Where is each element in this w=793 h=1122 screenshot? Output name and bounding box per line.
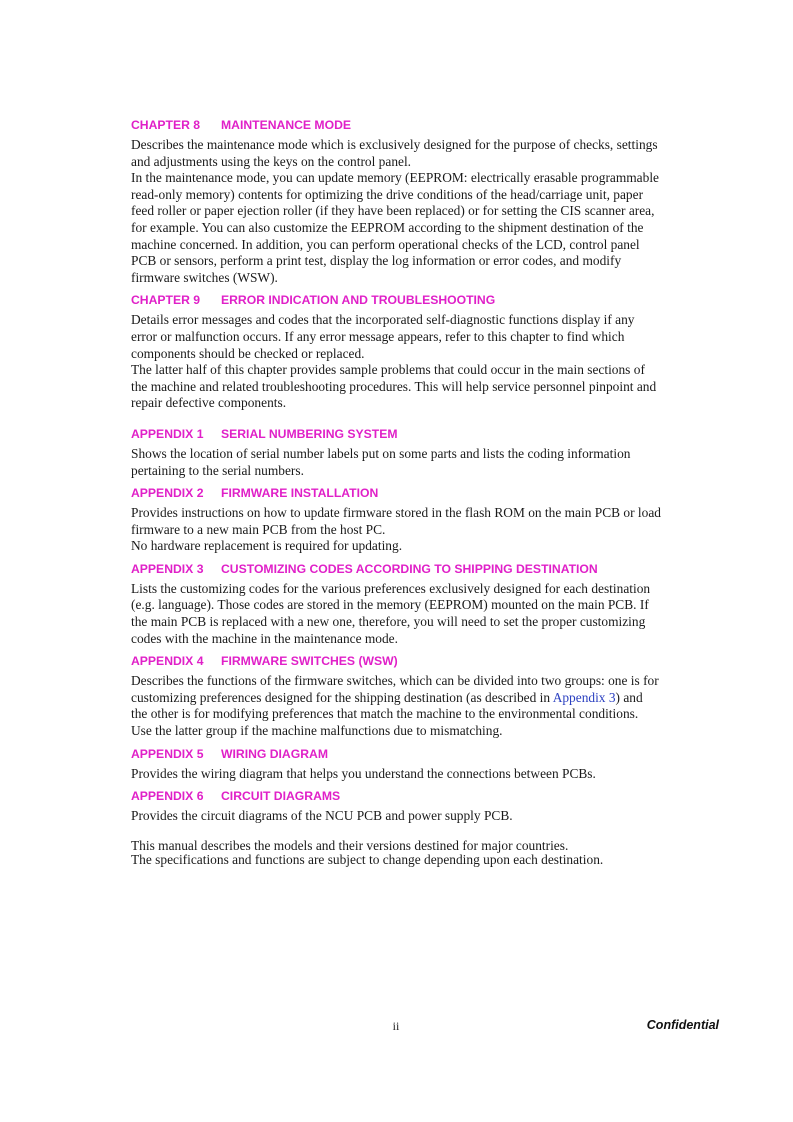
section-number: CHAPTER 8 xyxy=(131,118,201,132)
section-number: APPENDIX 5 xyxy=(131,746,204,761)
text-line: In the maintenance mode, you can update memory (EEPROM: electrically erasable programmable xyxy=(131,170,659,186)
section-title: SERIAL NUMBERING SYSTEM xyxy=(221,426,398,441)
text-line: This manual describes the models and their versions destined for major countries. xyxy=(131,837,569,853)
text-line: Provides the circuit diagrams of the NCU PCB and power supply PCB. xyxy=(131,808,513,824)
text-line: Lists the customizing codes for the various preferences exclusively designed for each destination xyxy=(131,580,651,596)
section-heading xyxy=(131,561,731,577)
section-number: APPENDIX 4 xyxy=(131,654,204,669)
section-number: APPENDIX 1 xyxy=(131,426,204,441)
text-line: firmware to a new main PCB from the host PC. xyxy=(131,521,386,537)
text-line: Shows the location of serial number labels put on some parts and lists the coding information xyxy=(131,445,631,461)
text-line: The latter half of this chapter provides sample problems that could occur in the main sections of xyxy=(131,362,645,378)
text-line: the main PCB is replaced with a new one, therefore, you will need to set the proper customizing xyxy=(131,614,646,630)
link-line-after: ) and xyxy=(615,689,643,705)
section-chapter-8 xyxy=(131,117,731,286)
text-line: The specifications and functions are subject to change depending upon each destination. xyxy=(131,852,604,868)
text-line: PCB or sensors, perform a print test, display the log information or error codes, and modify xyxy=(131,253,622,269)
section-number: APPENDIX 6 xyxy=(131,789,204,804)
section-title: CIRCUIT DIAGRAMS xyxy=(221,789,341,804)
section-description xyxy=(131,581,731,647)
text-line: Describes the maintenance mode which is exclusively designed for the purpose of checks, settings xyxy=(131,137,658,152)
page-content xyxy=(131,117,731,868)
section-number: APPENDIX 3 xyxy=(131,561,204,576)
text-line: Provides the wiring diagram that helps you understand the connections between PCBs. xyxy=(131,765,596,781)
section-chapter-9 xyxy=(131,292,731,412)
text-line: the machine and related troubleshooting procedures. This will help service personnel pinpoint and xyxy=(131,378,657,394)
link-line-before: customizing preferences designed for the shipping destination (as described in xyxy=(131,689,553,705)
section-heading xyxy=(131,426,731,442)
page-number: ii xyxy=(392,1019,400,1033)
text-line: No hardware replacement is required for updating. xyxy=(131,538,403,554)
text-line: firmware switches (WSW). xyxy=(131,269,278,285)
section-appendix-6 xyxy=(131,788,731,825)
text-line: machine concerned. In addition, you can perform operational checks of the LCD, control panel xyxy=(131,236,640,252)
section-appendix-3 xyxy=(131,561,731,647)
section-appendix-5 xyxy=(131,746,731,783)
text-line: error or malfunction occurs. If any error message appears, refer to this chapter to find which xyxy=(131,328,625,344)
text-line: Provides instructions on how to update firmware stored in the flash ROM on the main PCB or load xyxy=(131,505,661,521)
section-description xyxy=(131,446,731,479)
section-title: WIRING DIAGRAM xyxy=(221,746,328,761)
text-line: Use the latter group if the machine malfunctions due to mismatching. xyxy=(131,723,503,739)
section-description xyxy=(131,808,731,825)
section-title: MAINTENANCE MODE xyxy=(221,118,351,132)
section-appendix-2 xyxy=(131,485,731,555)
section-title: FIRMWARE SWITCHES (WSW) xyxy=(221,654,398,669)
text-line: codes with the machine in the maintenance mode. xyxy=(131,630,398,646)
section-number: CHAPTER 9 xyxy=(131,293,201,308)
text-line: the other is for modifying preferences that match the machine to the environmental conditions. xyxy=(131,706,639,722)
text-line: Details error messages and codes that the incorporated self-diagnostic functions display if any xyxy=(131,312,635,328)
section-description xyxy=(131,673,731,739)
closing-note xyxy=(131,839,731,868)
section-heading xyxy=(131,653,731,669)
section-title: FIRMWARE INSTALLATION xyxy=(221,486,379,501)
section-title: CUSTOMIZING CODES ACCORDING TO SHIPPING DESTINATION xyxy=(221,561,598,576)
section-number: APPENDIX 2 xyxy=(131,486,204,501)
text-line: pertaining to the serial numbers. xyxy=(131,462,304,478)
section-appendix-1 xyxy=(131,426,731,479)
section-description xyxy=(131,766,731,783)
section-description xyxy=(131,312,731,412)
section-description xyxy=(131,505,731,555)
text-line: (e.g. language). Those codes are stored in the memory (EEPROM) mounted on the main PCB. If xyxy=(131,597,649,613)
section-heading xyxy=(131,746,731,762)
text-line: repair defective components. xyxy=(131,395,287,411)
section-heading xyxy=(131,788,731,804)
text-line-with-link xyxy=(131,690,731,707)
appendix-3-link[interactable]: Appendix 3 xyxy=(552,689,616,705)
text-line: read-only memory) contents for optimizing the drive conditions of the head/carriage unit, paper xyxy=(131,186,644,202)
section-heading xyxy=(131,117,731,133)
text-line: feed roller or paper ejection roller (if they have been replaced) or for setting the CIS scanner area, xyxy=(131,203,655,219)
section-appendix-4 xyxy=(131,653,731,739)
text-line: for example. You can also customize the EEPROM according to the shipment destination of the xyxy=(131,219,644,235)
section-heading xyxy=(131,292,731,308)
section-title: ERROR INDICATION AND TROUBLESHOOTING xyxy=(221,293,496,308)
section-heading xyxy=(131,485,731,501)
text-line: Describes the functions of the firmware switches, which can be divided into two groups: one is for xyxy=(131,673,659,689)
text-line: components should be checked or replaced. xyxy=(131,345,365,361)
confidential-label: Confidential xyxy=(646,1018,719,1032)
section-description xyxy=(131,137,731,286)
text-line: and adjustments using the keys on the control panel. xyxy=(131,153,412,169)
